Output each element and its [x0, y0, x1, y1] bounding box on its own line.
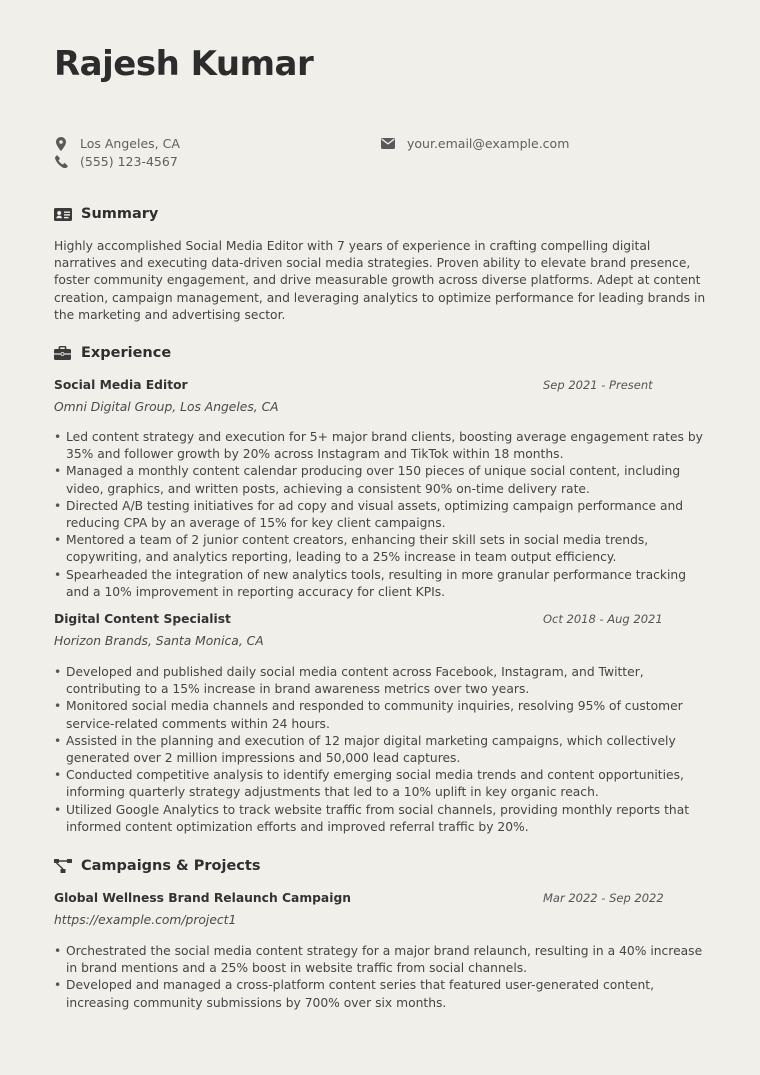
- summary-heading: [54, 206, 158, 222]
- briefcase-icon: [54, 346, 72, 360]
- job-dates: Oct 2018 - Aug 2021: [543, 612, 663, 626]
- job-dates: Sep 2021 - Present: [543, 378, 653, 392]
- job-bullets: [54, 429, 708, 601]
- job-title: Digital Content Specialist: [54, 612, 231, 626]
- id-card-icon: [54, 207, 72, 221]
- summary-text: Highly accomplished Social Media Editor with 7 years of experience in crafting compelling digital narratives and executing data-driven social media strategies. Proven ability to elevate brand presence, foster community engagement, and drive measurable growth across diverse platforms. Adept at content creation, campaign management, and leveraging analytics to optimize performance for leading brands in the marketing and advertising sector.: [54, 239, 706, 322]
- location-text: Los Angeles, CA: [80, 136, 180, 151]
- experience-heading-text: Experience: [81, 345, 172, 361]
- bullet-item: • Managed a monthly content calendar producing over 150 pieces of unique social content, including video, graphics, and written posts, achieving a consistent 90% on-time delivery rate.: [54, 463, 708, 497]
- job-org: Horizon Brands, Santa Monica, CA: [54, 634, 264, 648]
- project-dates: Mar 2022 - Sep 2022: [543, 891, 664, 905]
- bullet-item: • Spearheaded the integration of new analytics tools, resulting in more granular performance tracking and a 10% improvement in reporting accuracy for client KPIs.: [54, 567, 708, 601]
- envelope-icon: [380, 137, 395, 151]
- bullet-item: • Assisted in the planning and execution of 12 major digital marketing campaigns, which collectively generated over 2 million impressions and 50,000 lead captures.: [54, 733, 708, 767]
- bullet-item: • Monitored social media channels and responded to community inquiries, resolving 95% of customer service-related comments within 24 hours.: [54, 698, 708, 732]
- email-link[interactable]: your.email@example.com: [407, 136, 570, 151]
- contact-phone: [54, 154, 178, 169]
- candidate-name: Rajesh Kumar: [54, 44, 314, 84]
- job-bullets: [54, 664, 708, 836]
- experience-heading: [54, 345, 171, 361]
- bullet-item: • Mentored a team of 2 junior content creators, enhancing their skill sets in social media trends, copywriting, and analytics reporting, leading to a 25% increase in team output efficiency.: [54, 532, 708, 566]
- bullet-item: • Led content strategy and execution for 5+ major brand clients, boosting average engagement rates by 35% and follower growth by 20% across Instagram and TikTok within 18 months.: [54, 429, 708, 463]
- bullet-item: • Orchestrated the social media content strategy for a major brand relaunch, resulting in a 40% increase in brand mentions and a 25% boost in website traffic from social channels.: [54, 943, 708, 977]
- phone-text: (555) 123-4567: [80, 154, 178, 169]
- job-org: Omni Digital Group, Los Angeles, CA: [54, 400, 279, 414]
- contact-location: [54, 136, 180, 151]
- project-title: Global Wellness Brand Relaunch Campaign: [54, 891, 351, 905]
- projects-heading: [54, 858, 260, 874]
- bullet-item: • Conducted competitive analysis to identify emerging social media trends and content opportunities, informing quarterly strategy adjustments that led to a 10% uplift in key organic reach.: [54, 767, 708, 801]
- phone-icon: [54, 155, 68, 169]
- bullet-item: • Developed and managed a cross-platform content series that featured user-generated content, increasing community submissions by 700% over six months.: [54, 977, 708, 1011]
- contact-email: [380, 136, 569, 151]
- bullet-item: • Utilized Google Analytics to track website traffic from social channels, providing monthly reports that informed content optimization efforts and improved referral traffic by 20%.: [54, 802, 708, 836]
- diagram-project-icon: [54, 859, 72, 873]
- bullet-item: • Directed A/B testing initiatives for ad copy and visual assets, optimizing campaign performance and reducing CPA by an average of 15% for key client campaigns.: [54, 498, 708, 532]
- map-pin-icon: [54, 137, 68, 151]
- summary-heading-text: Summary: [81, 206, 159, 222]
- project-link[interactable]: https://example.com/project1: [54, 913, 237, 927]
- projects-heading-text: Campaigns & Projects: [81, 858, 261, 874]
- bullet-item: • Developed and published daily social media content across Facebook, Instagram, and Twitter, contributing to a 15% increase in brand awareness metrics over two years.: [54, 664, 708, 698]
- project-bullets: [54, 943, 708, 1012]
- job-title: Social Media Editor: [54, 378, 188, 392]
